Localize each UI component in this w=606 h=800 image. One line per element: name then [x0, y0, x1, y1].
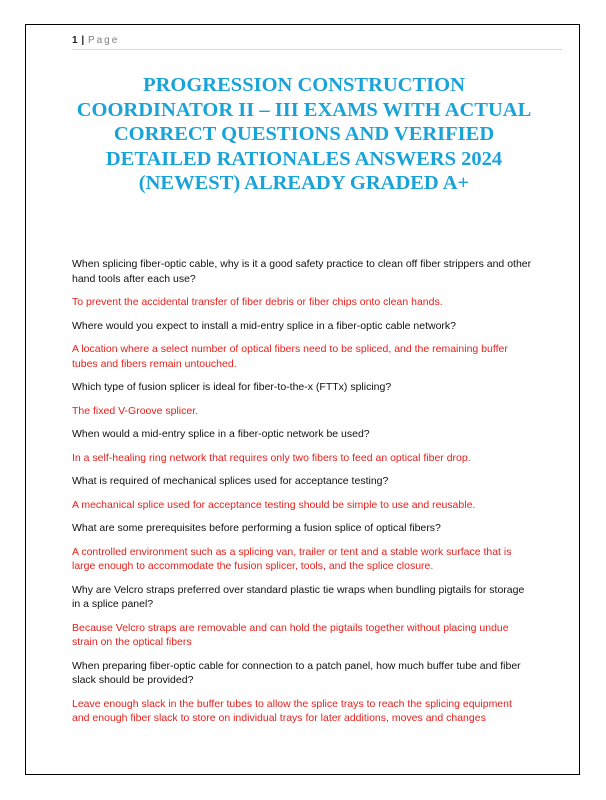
answer: Because Velcro straps are removable and can hold the pigtails together without placing undue strain on the optical fibers — [72, 621, 509, 648]
question: Why are Velcro straps preferred over standard plastic tie wraps when bundling pigtails for storage in a splice panel? — [72, 583, 525, 610]
question: What is required of mechanical splices used for acceptance testing? — [72, 475, 389, 487]
answer: In a self-healing ring network that requires only two fibers to feed an optical fiber drop. — [72, 451, 471, 464]
question: Which type of fusion splicer is ideal for fiber-to-the-x (FTTx) splicing? — [72, 381, 392, 393]
question: When splicing fiber-optic cable, why is it a good safety practice to clean off fiber strippers and other hand tools after each use? — [72, 258, 532, 285]
answer: A mechanical splice used for acceptance testing should be simple to use and reusable. — [72, 498, 476, 511]
answer: Leave enough slack in the buffer tubes to allow the splice trays to reach the splicing equipment and enough fiber slack to store on individual trays for later additions, moves and changes — [72, 697, 512, 724]
page-header — [72, 35, 562, 50]
question: When preparing fiber-optic cable for connection to a patch panel, how much buffer tube and fiber slack should be provided? — [72, 659, 521, 686]
document-page — [25, 24, 580, 775]
header-separator: | — [81, 35, 85, 46]
question: When would a mid-entry splice in a fiber-optic network be used? — [72, 428, 370, 440]
answer: A controlled environment such as a splicing van, trailer or tent and a stable work surface that is large enough to accommodate the fusion splicer, tools, and the splice closure. — [72, 545, 512, 572]
question: Where would you expect to install a mid-entry splice in a fiber-optic cable network? — [72, 319, 457, 332]
answer: A location where a select number of optical fibers need to be spliced, and the remaining buffer tubes and fibers remain untouched. — [72, 343, 508, 370]
question: What are some prerequisites before performing a fusion splice of optical fibers? — [72, 522, 441, 534]
page-number: 1 — [72, 35, 79, 46]
page-word: Page — [87, 35, 120, 46]
answer: The fixed V-Groove splicer. — [72, 404, 199, 417]
document-title: PROGRESSION CONSTRUCTION COORDINATOR II – III EXAMS WITH ACTUAL CORRECT QUESTIONS AND VERIFIED DETAILED RATIONALES ANSWERS 2024 (NEWEST) ALREADY GRADED A+ — [76, 74, 532, 194]
answer: To prevent the accidental transfer of fiber debris or fiber chips onto clean hands. — [72, 296, 443, 308]
qa-list — [72, 257, 532, 735]
